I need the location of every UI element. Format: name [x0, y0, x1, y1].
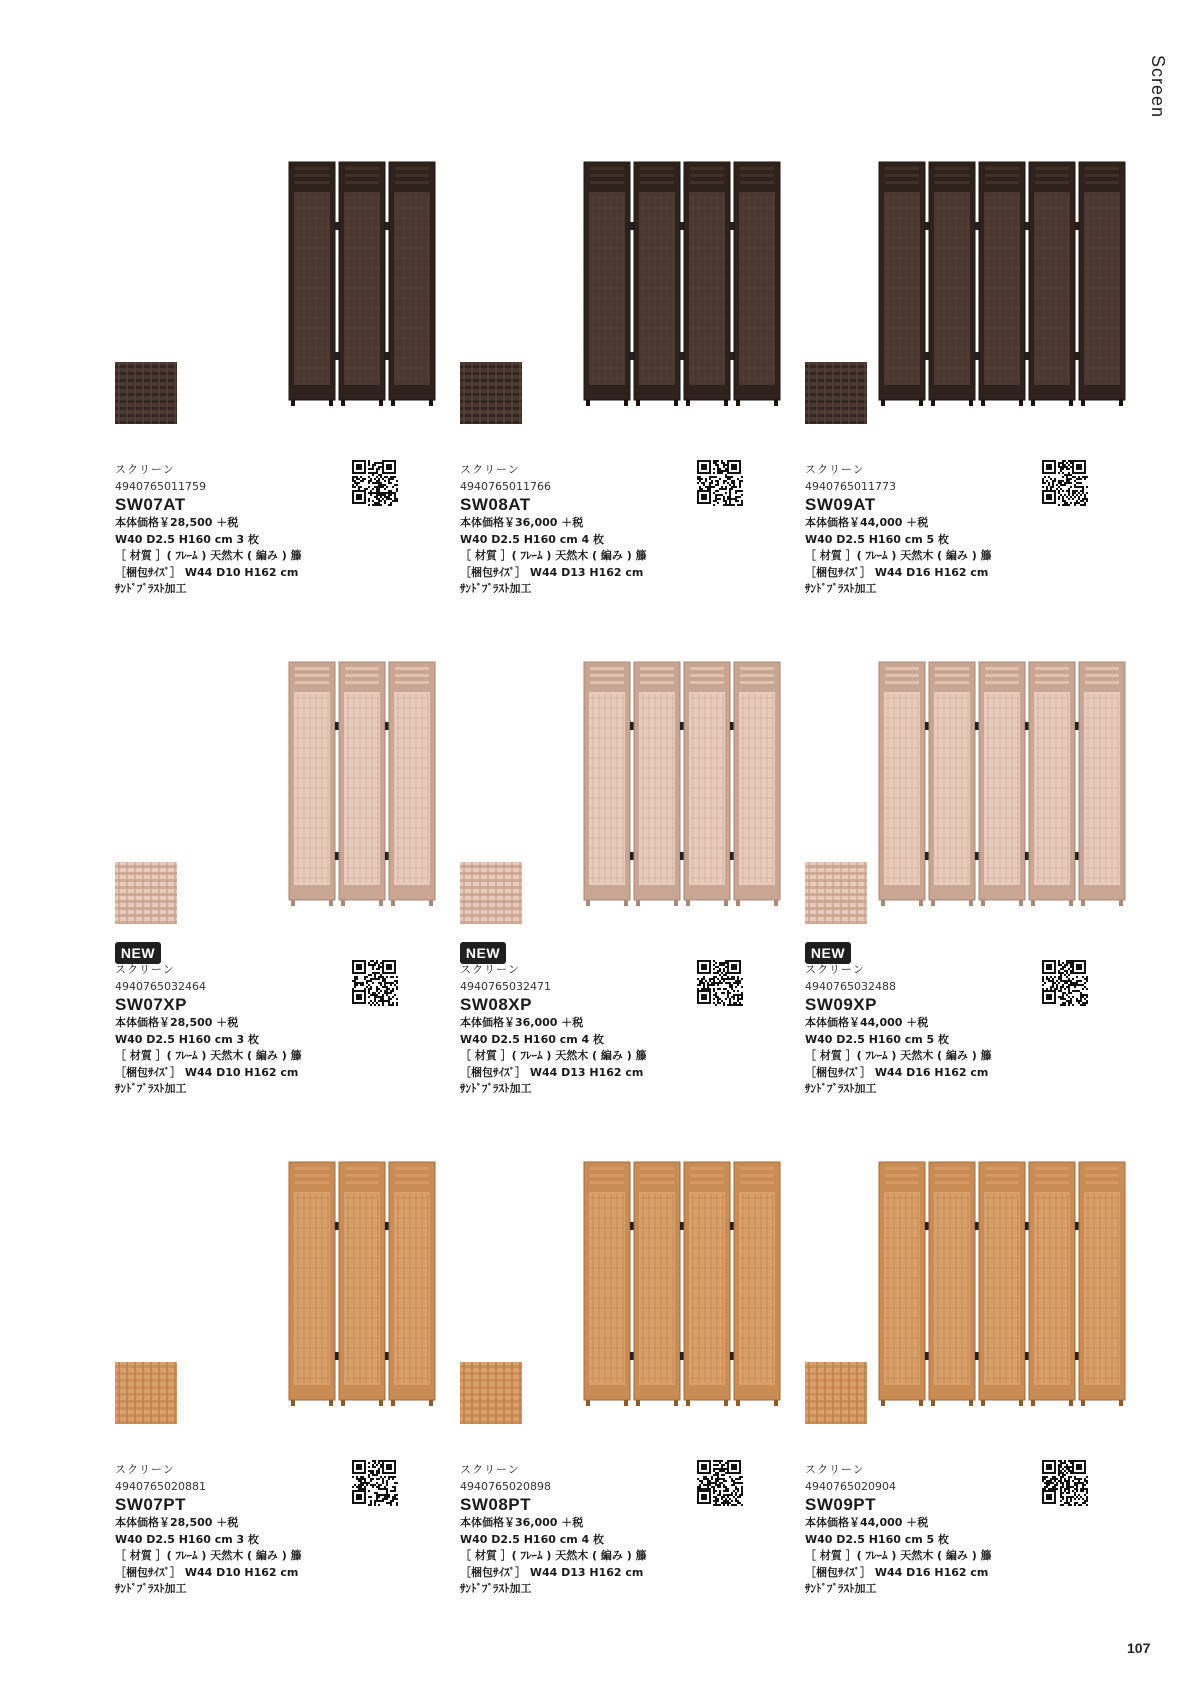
hinge — [730, 722, 734, 730]
material: ［ 材質 ］( ﾌﾚｰﾑ ) 天然木 ( 編み ) 籐 — [460, 1049, 647, 1062]
hinge — [975, 852, 979, 860]
screen-panel — [289, 162, 335, 406]
material: ［ 材質 ］( ﾌﾚｰﾑ ) 天然木 ( 編み ) 籐 — [460, 1549, 647, 1562]
finish-note: ｻﾝﾄﾞﾌﾞﾗｽﾄ加工 — [115, 582, 187, 595]
finish-note: ｻﾝﾄﾞﾌﾞﾗｽﾄ加工 — [805, 582, 877, 595]
screen-panel — [979, 662, 1025, 906]
hinge — [630, 222, 634, 230]
jan-code: 4940765032471 — [460, 979, 551, 993]
hinge — [925, 222, 929, 230]
hinge — [730, 852, 734, 860]
dimensions: W40 D2.5 H160 cm 5 枚 — [805, 532, 950, 546]
screen-panel — [929, 162, 975, 406]
package-size: ［梱包ｻｲｽﾞ］ W44 D13 H162 cm — [460, 1065, 644, 1079]
hinge — [975, 222, 979, 230]
dimensions: W40 D2.5 H160 cm 3 枚 — [115, 532, 260, 546]
screen-panel — [584, 162, 630, 406]
finish-note: ｻﾝﾄﾞﾌﾞﾗｽﾄ加工 — [115, 1082, 187, 1095]
jan-code: 4940765020898 — [460, 1479, 551, 1493]
hinge — [1025, 852, 1029, 860]
screen-panel — [929, 662, 975, 906]
qr-code[interactable] — [1042, 1460, 1088, 1506]
new-badge: NEW — [115, 942, 161, 964]
hinge — [925, 722, 929, 730]
jan-code: 4940765032464 — [115, 979, 206, 993]
hinge — [1025, 1222, 1029, 1230]
product-category: スクリーン — [460, 463, 520, 476]
product-category: スクリーン — [115, 963, 175, 976]
material: ［ 材質 ］( ﾌﾚｰﾑ ) 天然木 ( 編み ) 籐 — [460, 549, 647, 562]
qr-code[interactable] — [697, 460, 743, 506]
jan-code: 4940765020904 — [805, 1479, 896, 1493]
screen-panel — [734, 1162, 780, 1406]
hinge — [335, 1222, 339, 1230]
model-number: SW08XP — [460, 995, 532, 1014]
hinge — [1025, 1352, 1029, 1360]
screen-panel — [389, 162, 435, 406]
material: ［ 材質 ］( ﾌﾚｰﾑ ) 天然木 ( 編み ) 籐 — [115, 1549, 302, 1562]
dimensions: W40 D2.5 H160 cm 5 枚 — [805, 1032, 950, 1046]
material: ［ 材質 ］( ﾌﾚｰﾑ ) 天然木 ( 編み ) 籐 — [805, 1549, 992, 1562]
screen-panel — [684, 1162, 730, 1406]
hinge — [1075, 1222, 1079, 1230]
screen-panel — [339, 1162, 385, 1406]
screen-panel — [1029, 162, 1075, 406]
hinge — [1075, 352, 1079, 360]
screen-panel — [1079, 662, 1125, 906]
hinge — [385, 222, 389, 230]
hinge — [680, 1222, 684, 1230]
hinge — [680, 852, 684, 860]
dimensions: W40 D2.5 H160 cm 4 枚 — [460, 1532, 605, 1546]
hinge — [1075, 722, 1079, 730]
product-card — [460, 150, 805, 650]
jan-code: 4940765011766 — [460, 479, 551, 493]
screen-panel — [1029, 1162, 1075, 1406]
model-number: SW09PT — [805, 1495, 877, 1514]
hinge — [385, 1222, 389, 1230]
material: ［ 材質 ］( ﾌﾚｰﾑ ) 天然木 ( 編み ) 籐 — [805, 1049, 992, 1062]
material-swatch — [805, 862, 867, 924]
qr-code[interactable] — [1042, 460, 1088, 506]
hinge — [630, 1352, 634, 1360]
product-card — [115, 650, 460, 1150]
product-category: スクリーン — [460, 963, 520, 976]
material: ［ 材質 ］( ﾌﾚｰﾑ ) 天然木 ( 編み ) 籐 — [115, 1049, 302, 1062]
screen-panel — [584, 1162, 630, 1406]
hinge — [975, 352, 979, 360]
hinge — [385, 852, 389, 860]
price: 本体価格￥44,000 ＋税 — [805, 1016, 929, 1029]
hinge — [925, 1352, 929, 1360]
hinge — [1075, 222, 1079, 230]
qr-code[interactable] — [352, 460, 398, 506]
dimensions: W40 D2.5 H160 cm 4 枚 — [460, 1032, 605, 1046]
model-number: SW07XP — [115, 995, 187, 1014]
product-category: スクリーン — [115, 1463, 175, 1476]
product-card — [115, 150, 460, 650]
finish-note: ｻﾝﾄﾞﾌﾞﾗｽﾄ加工 — [460, 582, 532, 595]
screen-panel — [734, 662, 780, 906]
qr-code[interactable] — [1042, 960, 1088, 1006]
product-card — [460, 650, 805, 1150]
hinge — [730, 352, 734, 360]
product-category: スクリーン — [805, 463, 865, 476]
hinge — [925, 1222, 929, 1230]
screen-panel — [684, 162, 730, 406]
screen-panel — [979, 1162, 1025, 1406]
hinge — [630, 852, 634, 860]
product-category: スクリーン — [805, 1463, 865, 1476]
hinge — [925, 352, 929, 360]
hinge — [730, 1222, 734, 1230]
screen-panel — [734, 162, 780, 406]
hinge — [975, 722, 979, 730]
hinge — [925, 852, 929, 860]
hinge — [680, 1352, 684, 1360]
price: 本体価格￥28,500 ＋税 — [115, 1016, 239, 1029]
price: 本体価格￥28,500 ＋税 — [115, 516, 239, 529]
price: 本体価格￥44,000 ＋税 — [805, 1516, 929, 1529]
new-badge: NEW — [805, 942, 851, 964]
dimensions: W40 D2.5 H160 cm 3 枚 — [115, 1032, 260, 1046]
jan-code: 4940765011759 — [115, 479, 206, 493]
finish-note: ｻﾝﾄﾞﾌﾞﾗｽﾄ加工 — [460, 1582, 532, 1595]
hinge — [680, 722, 684, 730]
hinge — [385, 1352, 389, 1360]
product-card — [115, 1150, 460, 1650]
qr-code[interactable] — [697, 1460, 743, 1506]
jan-code: 4940765032488 — [805, 979, 896, 993]
price: 本体価格￥36,000 ＋税 — [460, 1016, 584, 1029]
product-card — [805, 650, 1150, 1150]
finish-note: ｻﾝﾄﾞﾌﾞﾗｽﾄ加工 — [805, 1082, 877, 1095]
package-size: ［梱包ｻｲｽﾞ］ W44 D10 H162 cm — [115, 1065, 299, 1079]
jan-code: 4940765011773 — [805, 479, 896, 493]
hinge — [1075, 852, 1079, 860]
price: 本体価格￥36,000 ＋税 — [460, 1516, 584, 1529]
model-number: SW09AT — [805, 495, 876, 514]
material-swatch — [460, 862, 522, 924]
dimensions: W40 D2.5 H160 cm 3 枚 — [115, 1532, 260, 1546]
screen-panel — [289, 1162, 335, 1406]
material-swatch — [805, 1362, 867, 1424]
product-category: スクリーン — [115, 463, 175, 476]
screen-panel — [634, 1162, 680, 1406]
hinge — [385, 352, 389, 360]
product-card — [805, 150, 1150, 650]
material: ［ 材質 ］( ﾌﾚｰﾑ ) 天然木 ( 編み ) 籐 — [115, 549, 302, 562]
finish-note: ｻﾝﾄﾞﾌﾞﾗｽﾄ加工 — [460, 1082, 532, 1095]
material: ［ 材質 ］( ﾌﾚｰﾑ ) 天然木 ( 編み ) 籐 — [805, 549, 992, 562]
screen-panel — [979, 162, 1025, 406]
screen-panel — [684, 662, 730, 906]
qr-code[interactable] — [352, 960, 398, 1006]
product-category: スクリーン — [805, 963, 865, 976]
screen-panel — [339, 662, 385, 906]
screen-panel — [584, 662, 630, 906]
price: 本体価格￥28,500 ＋税 — [115, 1516, 239, 1529]
hinge — [730, 1352, 734, 1360]
hinge — [1025, 352, 1029, 360]
hinge — [680, 352, 684, 360]
screen-panel — [289, 662, 335, 906]
product-card — [805, 1150, 1150, 1650]
screen-panel — [879, 1162, 925, 1406]
hinge — [1025, 222, 1029, 230]
screen-panel — [1079, 162, 1125, 406]
hinge — [975, 1352, 979, 1360]
hinge — [335, 722, 339, 730]
screen-panel — [879, 662, 925, 906]
dimensions: W40 D2.5 H160 cm 5 枚 — [805, 1532, 950, 1546]
model-number: SW09XP — [805, 995, 877, 1014]
finish-note: ｻﾝﾄﾞﾌﾞﾗｽﾄ加工 — [115, 1582, 187, 1595]
price: 本体価格￥36,000 ＋税 — [460, 516, 584, 529]
hinge — [630, 722, 634, 730]
screen-panel — [339, 162, 385, 406]
qr-code[interactable] — [697, 960, 743, 1006]
package-size: ［梱包ｻｲｽﾞ］ W44 D13 H162 cm — [460, 565, 644, 579]
jan-code: 4940765020881 — [115, 1479, 206, 1493]
hinge — [630, 1222, 634, 1230]
price: 本体価格￥44,000 ＋税 — [805, 516, 929, 529]
model-number: SW08PT — [460, 1495, 532, 1514]
package-size: ［梱包ｻｲｽﾞ］ W44 D13 H162 cm — [460, 1565, 644, 1579]
material-swatch — [460, 1362, 522, 1424]
product-category: スクリーン — [460, 1463, 520, 1476]
hinge — [335, 222, 339, 230]
hinge — [630, 352, 634, 360]
hinge — [975, 1222, 979, 1230]
screen-panel — [1029, 662, 1075, 906]
material-swatch — [460, 362, 522, 424]
hinge — [680, 222, 684, 230]
qr-code[interactable] — [352, 1460, 398, 1506]
hinge — [1025, 722, 1029, 730]
hinge — [730, 222, 734, 230]
model-number: SW08AT — [460, 495, 531, 514]
screen-panel — [634, 162, 680, 406]
package-size: ［梱包ｻｲｽﾞ］ W44 D16 H162 cm — [805, 565, 989, 579]
screen-panel — [1079, 1162, 1125, 1406]
new-badge: NEW — [460, 942, 506, 964]
model-number: SW07PT — [115, 1495, 187, 1514]
material-swatch — [115, 362, 177, 424]
hinge — [335, 352, 339, 360]
screen-panel — [389, 662, 435, 906]
product-card — [460, 1150, 805, 1650]
hinge — [335, 1352, 339, 1360]
hinge — [335, 852, 339, 860]
package-size: ［梱包ｻｲｽﾞ］ W44 D10 H162 cm — [115, 565, 299, 579]
screen-panel — [634, 662, 680, 906]
screen-panel — [389, 1162, 435, 1406]
material-swatch — [115, 862, 177, 924]
page-number: 107 — [1127, 1640, 1151, 1656]
screen-panel — [879, 162, 925, 406]
package-size: ［梱包ｻｲｽﾞ］ W44 D16 H162 cm — [805, 1565, 989, 1579]
hinge — [1075, 1352, 1079, 1360]
model-number: SW07AT — [115, 495, 186, 514]
dimensions: W40 D2.5 H160 cm 4 枚 — [460, 532, 605, 546]
screen-panel — [929, 1162, 975, 1406]
package-size: ［梱包ｻｲｽﾞ］ W44 D10 H162 cm — [115, 1565, 299, 1579]
material-swatch — [805, 362, 867, 424]
section-label: Screen — [1148, 55, 1168, 119]
material-swatch — [115, 1362, 177, 1424]
hinge — [385, 722, 389, 730]
package-size: ［梱包ｻｲｽﾞ］ W44 D16 H162 cm — [805, 1065, 989, 1079]
finish-note: ｻﾝﾄﾞﾌﾞﾗｽﾄ加工 — [805, 1582, 877, 1595]
